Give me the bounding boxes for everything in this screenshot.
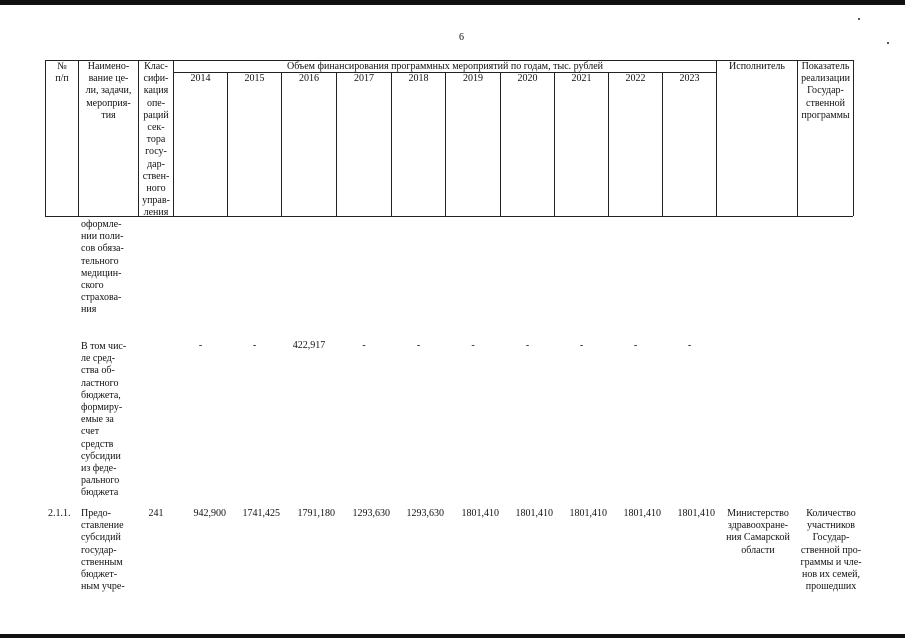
row-indicator: Количество участников Государ- ственной про- граммы и чле- нов их семей, прошедших (800, 508, 862, 593)
header-col-funding: Объем финансирования программных мероприятий по годам, тыс. рублей (286, 61, 603, 72)
scan-speck (887, 42, 889, 44)
page-number: 6 (459, 32, 464, 43)
header-col-executor: Исполнитель (729, 61, 785, 72)
header-year: 2017 (354, 73, 374, 84)
header-year: 2018 (408, 73, 429, 84)
year-value: - (579, 340, 584, 351)
row-class-code: 241 (148, 508, 164, 519)
header-col-number: № п/п (55, 61, 69, 85)
header-col-classification: Клас- сифи- кация опе- раций сек- тора госу- дар- ствен- ного управ- ления (142, 61, 170, 219)
year-value: 1741,425 (242, 508, 280, 519)
year-value: 1293,630 (352, 508, 390, 519)
year-value: 1801,410 (461, 508, 499, 519)
year-value: 942,900 (193, 508, 226, 519)
scan-speck (858, 18, 860, 20)
header-year: 2016 (299, 73, 319, 84)
year-value: - (471, 340, 475, 351)
header-year: 2023 (679, 73, 700, 84)
year-value: - (633, 340, 638, 351)
header-col-indicator: Показатель реализации Государ- ственной программы (801, 61, 850, 121)
year-value: 1791,180 (297, 508, 335, 519)
header-year: 2022 (625, 73, 646, 84)
scan-bottom-border (0, 634, 905, 638)
row-number: 2.1.1. (48, 508, 71, 519)
row-name: Предо- ставление субсидий государ- ственным бюджет- ным учре- (81, 508, 125, 593)
row-executor: Министерство здравоохране- ния Самарской области (726, 508, 790, 556)
year-value: - (687, 340, 692, 351)
year-value: - (252, 340, 257, 351)
year-value: 1801,410 (623, 508, 661, 519)
header-year: 2021 (571, 73, 592, 84)
header-col-name: Наимено- вание це- ли, задачи, мероприя- тия (85, 61, 132, 121)
row-name: В том чис- ле сред- ства об- ластного бюджета, формиру- емые за счет средств субсидии из феде- рального бюджета (81, 341, 127, 499)
year-value: - (416, 340, 421, 351)
row-name-continuation: оформле- нии поли- сов обяза- тельного медицин- ского страхова- ния (81, 219, 124, 316)
year-value: 1293,630 (406, 508, 444, 519)
scan-top-border (0, 0, 905, 5)
year-value: 1801,410 (569, 508, 607, 519)
header-year: 2020 (517, 73, 538, 84)
year-value: - (198, 340, 203, 351)
year-value: 422,917 (292, 340, 326, 351)
header-year: 2015 (244, 73, 265, 84)
year-value: 1801,410 (677, 508, 715, 519)
year-value: 1801,410 (515, 508, 553, 519)
year-value: - (362, 340, 366, 351)
year-value: - (525, 340, 530, 351)
header-year: 2014 (190, 73, 211, 84)
header-year: 2019 (463, 73, 483, 84)
